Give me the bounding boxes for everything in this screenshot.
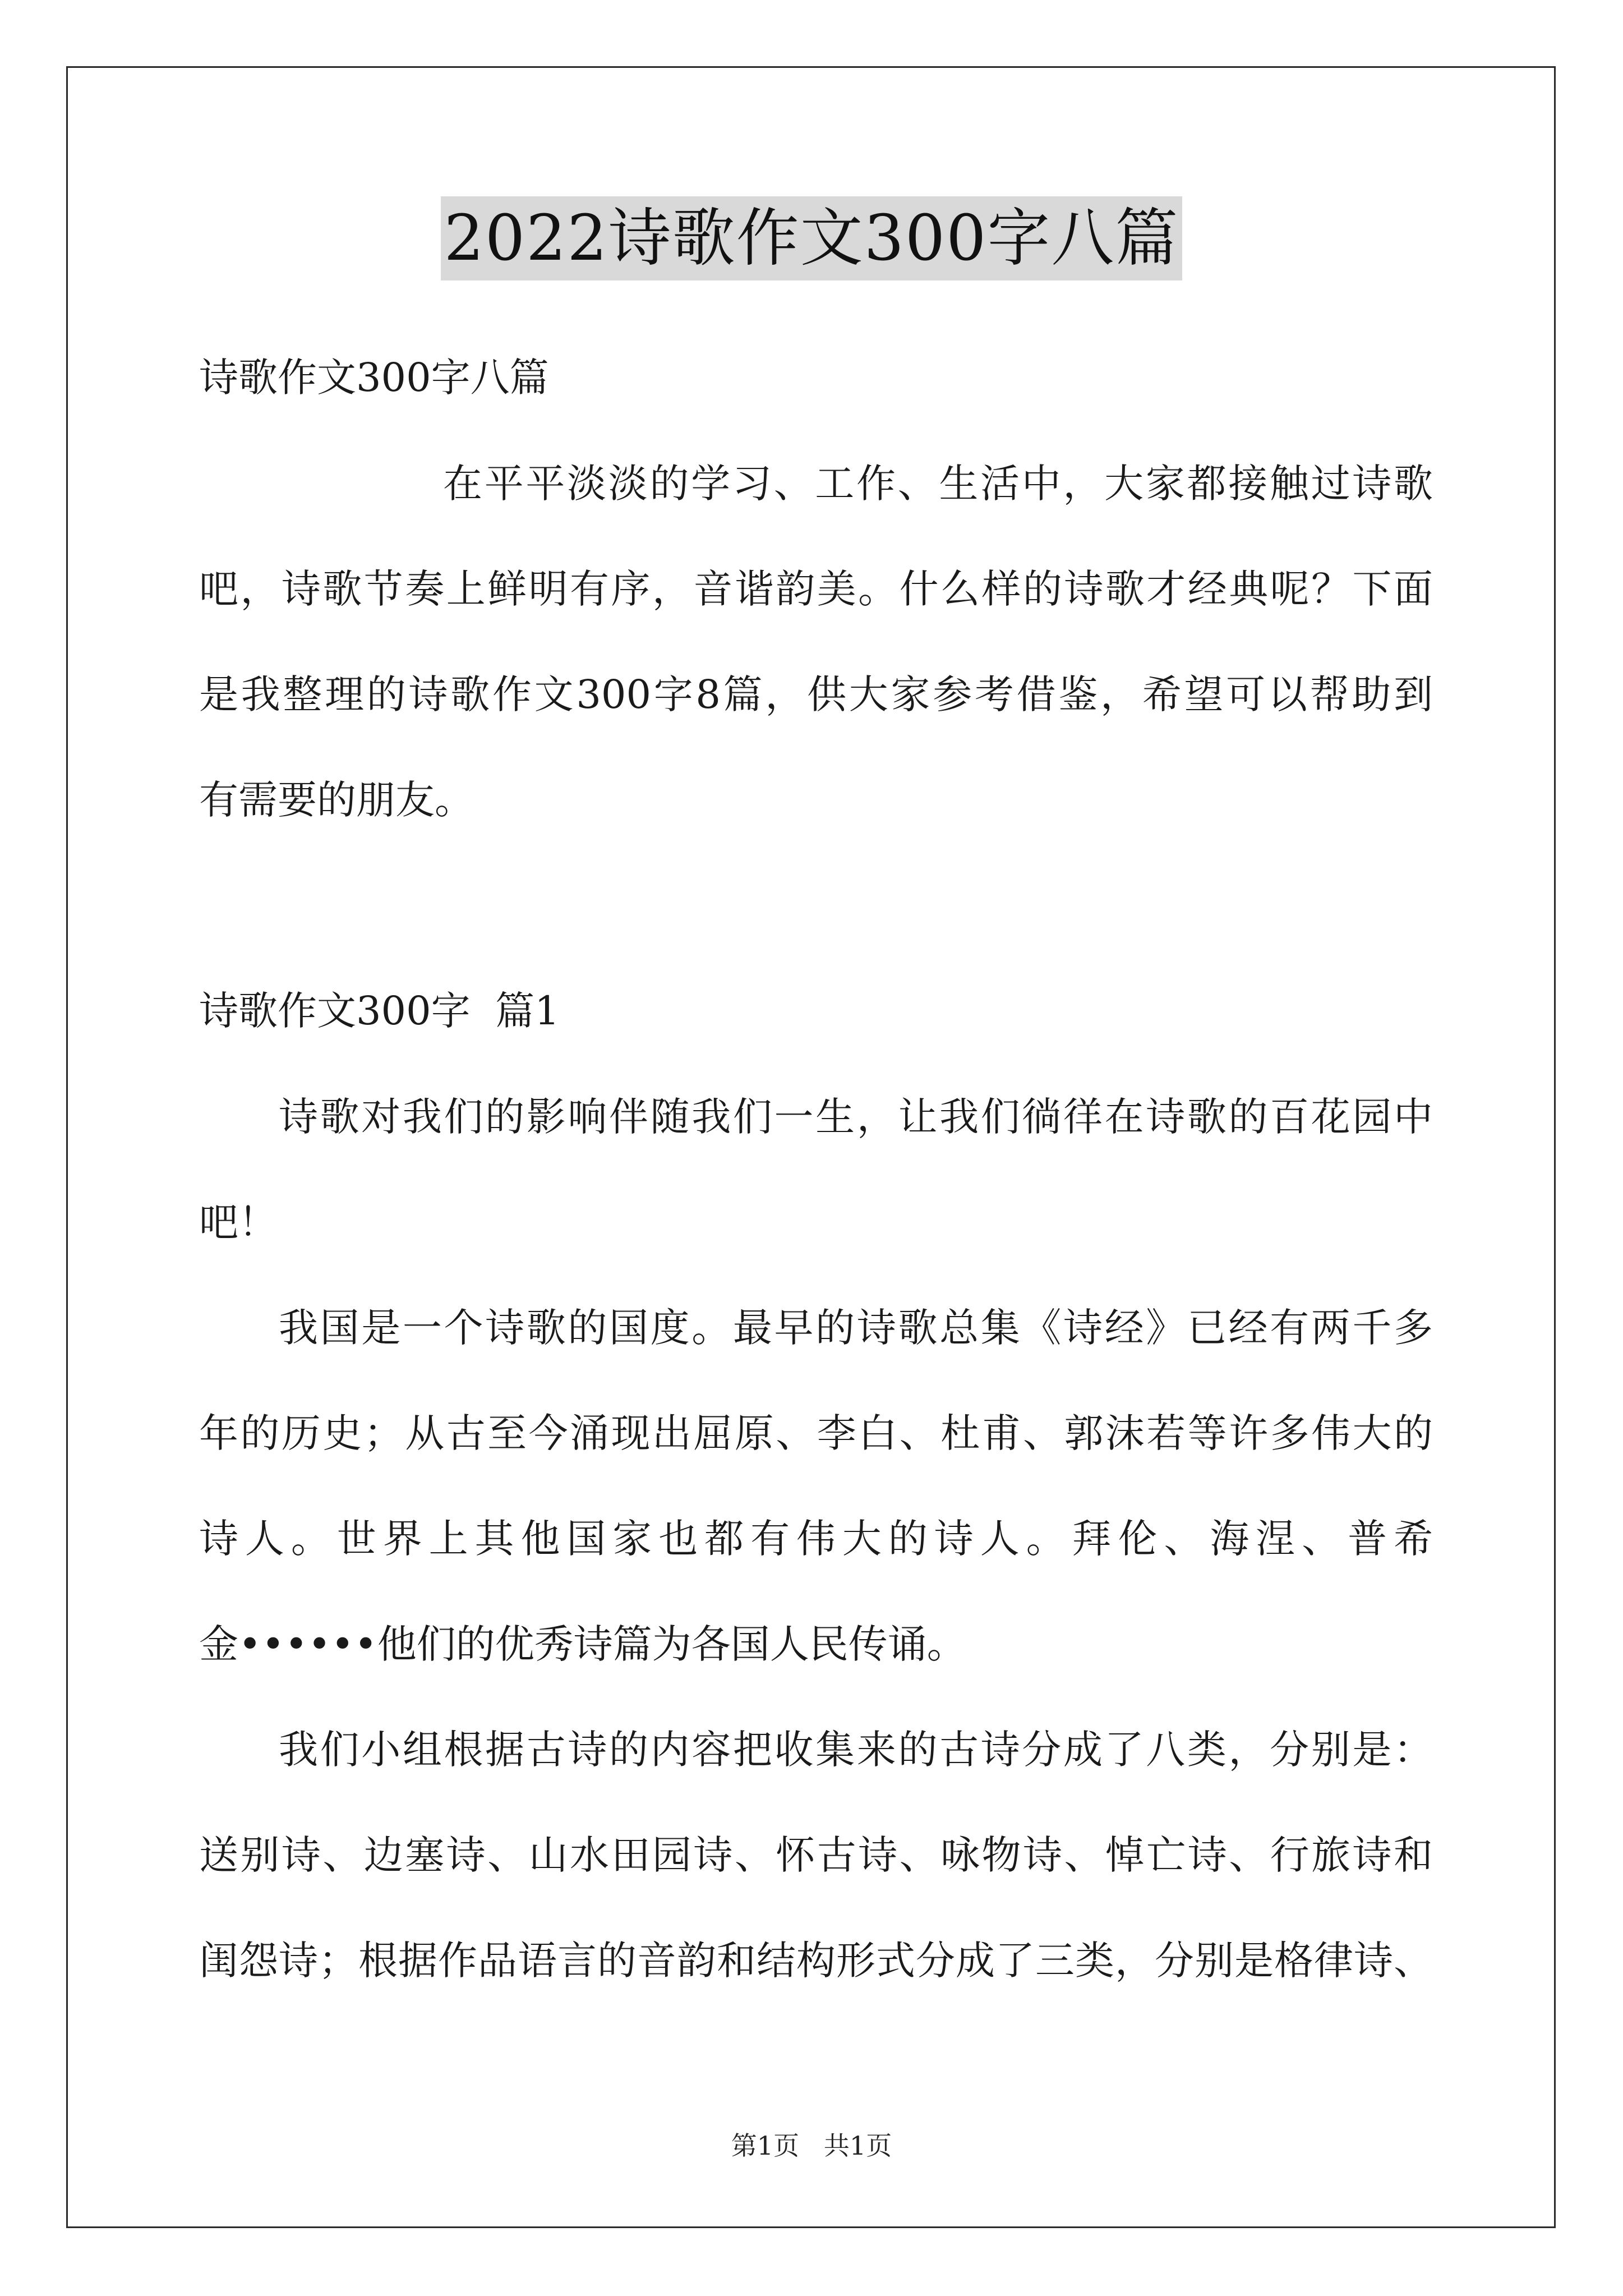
section-heading: 诗歌作文300字 篇1 — [199, 988, 560, 1034]
title-container — [0, 196, 1623, 280]
intro-line-4: 有需要的朋友。 — [199, 777, 474, 823]
para3-line-1: 我们小组根据古诗的内容把收集来的古诗分成了八类，分别是： — [279, 1727, 1433, 1773]
para3-line-3: 闺怨诗；根据作品语言的音韵和结构形式分成了三类，分别是格律诗、 — [199, 1938, 1433, 1984]
intro-line-3: 是我整理的诗歌作文300字8篇，供大家参考借鉴，希望可以帮助到 — [199, 671, 1433, 717]
subtitle: 诗歌作文300字八篇 — [199, 355, 549, 401]
para2-line-4: 金••••••他们的优秀诗篇为各国人民传诵。 — [199, 1621, 966, 1667]
intro-line-1: 在平平淡淡的学习、工作、生活中，大家都接触过诗歌 — [443, 461, 1433, 507]
para2-line-2: 年的历史；从古至今涌现出屈原、李白、杜甫、郭沫若等许多伟大的 — [199, 1410, 1433, 1456]
document-title: 2022诗歌作文300字八篇 — [441, 196, 1183, 280]
para2-line-1: 我国是一个诗歌的国度。最早的诗歌总集《诗经》已经有两千多 — [279, 1305, 1433, 1351]
para1-line-1: 诗歌对我们的影响伴随我们一生，让我们徜徉在诗歌的百花园中 — [279, 1094, 1433, 1140]
para1-line-2: 吧！ — [199, 1199, 278, 1245]
page-footer: 第1页 共1页 — [731, 2131, 892, 2161]
para2-line-3: 诗人。世界上其他国家也都有伟大的诗人。拜伦、海涅、普希 — [199, 1516, 1433, 1562]
para3-line-2: 送别诗、边塞诗、山水田园诗、怀古诗、咏物诗、悼亡诗、行旅诗和 — [199, 1832, 1433, 1878]
intro-line-2: 吧，诗歌节奏上鲜明有序，音谐韵美。什么样的诗歌才经典呢？下面 — [199, 566, 1433, 612]
